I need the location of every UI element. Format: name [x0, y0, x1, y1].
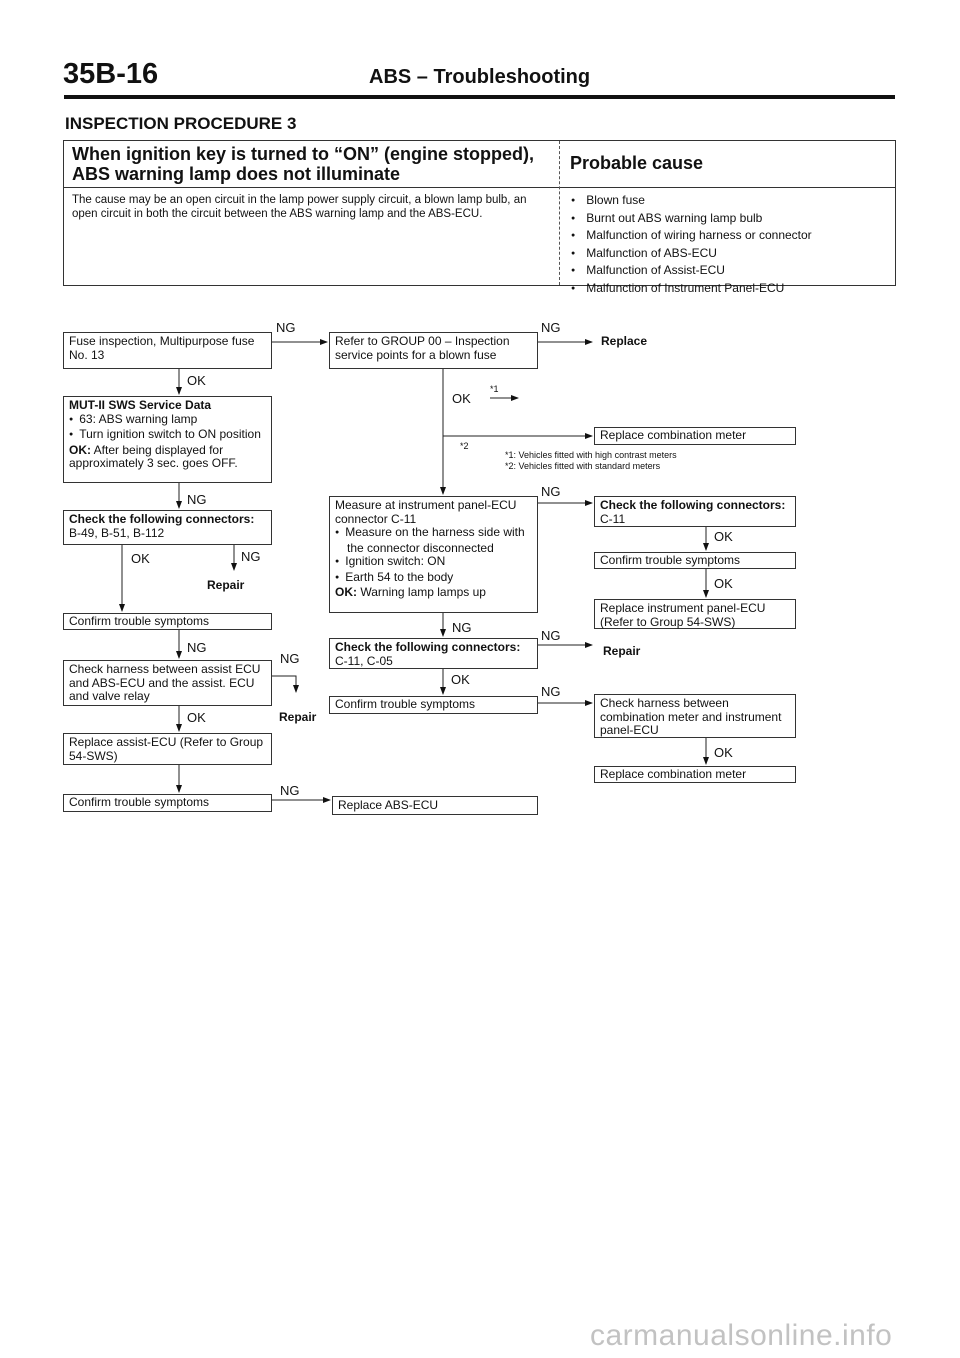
ng-label: NG [276, 320, 296, 335]
measure-ok-label: OK: [335, 585, 357, 599]
page-title: ABS – Troubleshooting [369, 66, 591, 88]
check-harness-combo-box: Check harness between combination meter and instrument panel-ECU [594, 694, 796, 738]
mut-item: ● Turn ignition switch to ON position [69, 428, 266, 444]
footnote-2: *2: Vehicles fitted with standard meters [505, 461, 661, 471]
check-harness-assist-box: Check harness between assist ECU and ABS-ECU and the assist. ECU and valve relay [63, 660, 272, 706]
check-connectors-title: Check the following connectors: [335, 640, 521, 654]
ng-label: NG [541, 684, 561, 699]
check-connectors-box [63, 510, 272, 545]
ok-label: OK [131, 551, 150, 566]
measure-title: Measure at instrument panel-ECU connector C-11 [335, 498, 517, 526]
page-number: 35B-16 [63, 58, 159, 90]
symptom-heading: When ignition key is turned to “ON” (engine stopped), ABS warning lamp does not illuminate [72, 144, 534, 184]
fuse-inspection-box: Fuse inspection, Multipurpose fuse No. 13 [63, 332, 272, 369]
mut-service-data-box [63, 396, 272, 483]
measure-items [335, 526, 532, 586]
ok-label: OK [714, 529, 733, 544]
connector-list: C-11 [600, 511, 626, 526]
ok-label: OK [714, 576, 733, 591]
ng-label: NG [280, 651, 300, 666]
watermark: carmanualsonline.info [590, 1319, 893, 1352]
connector-list: C-11, C-05 [335, 653, 393, 668]
ng-label: NG [541, 320, 561, 335]
measure-ecu-box [329, 496, 538, 613]
mut-ok-label: OK: [69, 442, 91, 457]
ok-label: OK [714, 745, 733, 760]
mut-ok-text: After being displayed for approximately 3 sec. goes OFF. [69, 442, 238, 470]
footnote-1: *1: Vehicles fitted with high contrast meters [505, 450, 677, 460]
ng-label: NG [541, 628, 561, 643]
cause-item: ● Malfunction of ABS-ECU [571, 246, 812, 264]
ng-label: NG [280, 783, 300, 798]
symptom-description: The cause may be an open circuit in the lamp power supply circuit, a blown lamp bulb, an open circuit in both the circuit between the ABS warning lamp and the ABS-ECU. [72, 194, 527, 220]
confirm-symptoms-box-3: Confirm trouble symptoms [329, 696, 538, 714]
ok-label: OK [451, 672, 470, 687]
cause-item: ● Burnt out ABS warning lamp bulb [571, 211, 812, 229]
measure-item: ● Measure on the harness side with the connector disconnected [335, 526, 532, 555]
replace-abs-ecu-box: Replace ABS-ECU [332, 796, 538, 815]
ng-label: NG [187, 492, 207, 507]
repair-label-3: Repair [279, 710, 317, 724]
replace-instrument-ecu-box: Replace instrument panel-ECU (Refer to Group 54-SWS) [594, 599, 796, 629]
measure-item: ● Ignition switch: ON [335, 555, 532, 571]
replace-meter-box-1: Replace combination meter [594, 427, 796, 445]
replace-label: Replace [601, 334, 648, 348]
confirm-symptoms-box-4: Confirm trouble symptoms [594, 552, 796, 569]
cause-item: ● Malfunction of wiring harness or connector [571, 228, 812, 246]
measure-item: ● Earth 54 to the body [335, 571, 532, 587]
check-connectors-title: Check the following connectors: [600, 498, 786, 512]
ng-label: NG [241, 549, 261, 564]
ok-label: OK [187, 373, 206, 388]
cause-item: ● Malfunction of Assist-ECU [571, 263, 812, 281]
probable-cause-heading: Probable cause [570, 153, 704, 173]
ok-label: OK [187, 710, 206, 725]
mut-items [69, 413, 266, 444]
connector-list: B-49, B-51, B-112 [69, 525, 165, 540]
mut-title: MUT-II SWS Service Data [69, 398, 212, 412]
repair-label-2: Repair [603, 644, 641, 658]
ng-label: NG [452, 620, 472, 635]
footnote-star: *1 [490, 384, 499, 394]
repair-label-1: Repair [207, 578, 245, 592]
check-connector-c11-box [594, 496, 796, 527]
mut-item: ● 63: ABS warning lamp [69, 413, 266, 429]
footnote-star: *2 [460, 441, 469, 451]
confirm-symptoms-box-2: Confirm trouble symptoms [63, 794, 272, 812]
ok-label: OK [452, 391, 471, 406]
ng-label: NG [187, 640, 207, 655]
replace-assist-ecu-box: Replace assist-ECU (Refer to Group 54-SWS) [63, 733, 272, 765]
confirm-symptoms-box-1: Confirm trouble symptoms [63, 613, 272, 630]
ng-label: NG [541, 484, 561, 499]
measure-ok-text: Warning lamp lamps up [360, 585, 486, 599]
check-connectors-title: Check the following connectors: [69, 512, 255, 526]
replace-meter-box-2: Replace combination meter [594, 766, 796, 783]
cause-item: ● Blown fuse [571, 193, 812, 211]
procedure-title: INSPECTION PROCEDURE 3 [65, 114, 297, 133]
cause-item: ● Malfunction of Instrument Panel-ECU [571, 281, 812, 299]
check-connectors-c11-c05-box [329, 638, 538, 669]
refer-group-box: Refer to GROUP 00 – Inspection service points for a blown fuse [329, 332, 538, 369]
